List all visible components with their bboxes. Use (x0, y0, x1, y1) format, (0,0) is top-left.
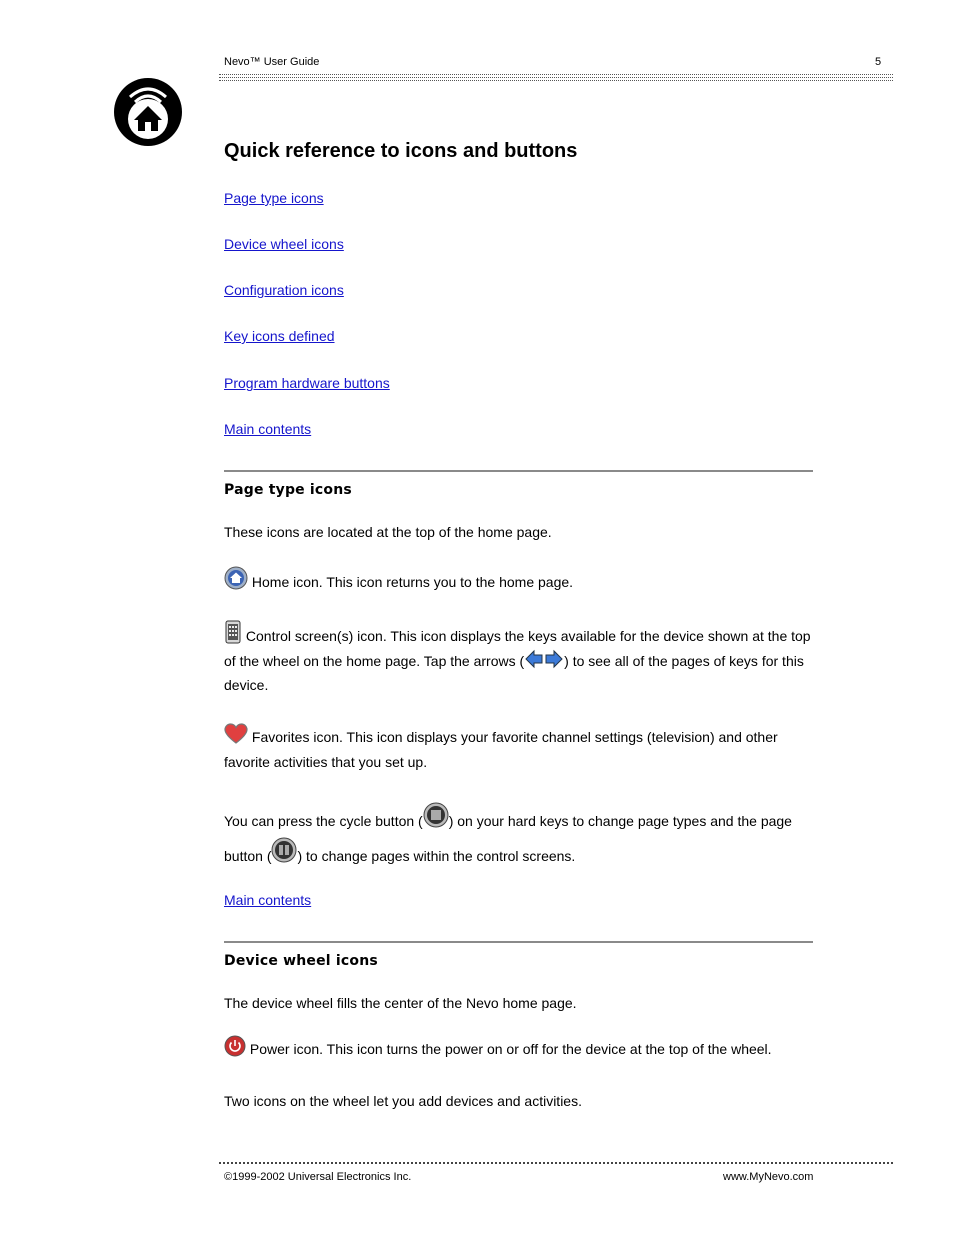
header-title: Nevo™ User Guide (224, 56, 320, 68)
page-number: 5 (875, 56, 882, 68)
favorites-paragraph (224, 723, 814, 774)
link-page-type-icons[interactable]: Page type icons (224, 190, 324, 206)
power-icon (224, 1035, 246, 1057)
header-divider (219, 80, 893, 81)
favorites-description: Favorites icon. This icon displays your favorite channel settings (television) and other favorite activities that you set up. (224, 729, 778, 770)
footer-divider (219, 1162, 893, 1164)
section-heading-page-type-icons: Page type icons (224, 482, 352, 498)
control-screen-icon (224, 620, 242, 644)
link-device-wheel-icons[interactable]: Device wheel icons (224, 236, 344, 252)
power-icon-paragraph (224, 1035, 814, 1062)
header-divider (219, 77, 893, 78)
page-button-icon (271, 837, 297, 863)
power-icon-description: Power icon. This icon turns the power on or off for the device at the top of the wheel. (246, 1041, 772, 1057)
cycle-description-start: You can press the cycle button ( (224, 813, 423, 829)
header-divider (219, 74, 893, 75)
page-type-intro: These icons are located at the top of the home page. (224, 524, 552, 540)
control-screen-description-start: Control screen(s) icon. This icon displays the keys available for the device shown at the top of the wheel on the home page. Tap the arrows ( (224, 628, 811, 669)
cycle-button-icon (423, 802, 449, 828)
cycle-description-end: ) to change pages within the control screens. (297, 848, 576, 864)
page-title: Quick reference to icons and buttons (224, 140, 578, 162)
section-heading-device-wheel-icons: Device wheel icons (224, 953, 378, 969)
footer-copyright: ©1999-2002 Universal Electronics Inc. (224, 1171, 412, 1183)
section-divider (224, 941, 813, 943)
link-program-hardware-buttons[interactable]: Program hardware buttons (224, 375, 390, 391)
home-icon-description: Home icon. This icon returns you to the home page. (248, 574, 574, 590)
arrows-icon (524, 649, 564, 669)
link-main-contents[interactable]: Main contents (224, 892, 312, 908)
nevo-logo-icon (112, 75, 184, 147)
control-screen-description-end: ) to see all of the pages of keys for this device. (224, 652, 804, 693)
device-wheel-intro: The device wheel fills the center of the Nevo home page. (224, 995, 577, 1011)
home-icon-paragraph (224, 566, 814, 595)
link-configuration-icons[interactable]: Configuration icons (224, 282, 344, 298)
cycle-description-middle: ) on your hard keys to change page types and the page button ( (224, 813, 792, 864)
two-icons-paragraph: Two icons on the wheel let you add devices and activities. (224, 1093, 582, 1109)
cycle-button-paragraph (224, 802, 814, 872)
section-divider (224, 470, 813, 472)
home-icon (224, 566, 248, 590)
footer-website: www.MyNevo.com (723, 1171, 814, 1183)
link-key-icons-defined[interactable]: Key icons defined (224, 328, 335, 344)
control-screen-paragraph (224, 620, 814, 698)
link-main-contents[interactable]: Main contents (224, 421, 312, 437)
heart-icon (224, 723, 248, 745)
